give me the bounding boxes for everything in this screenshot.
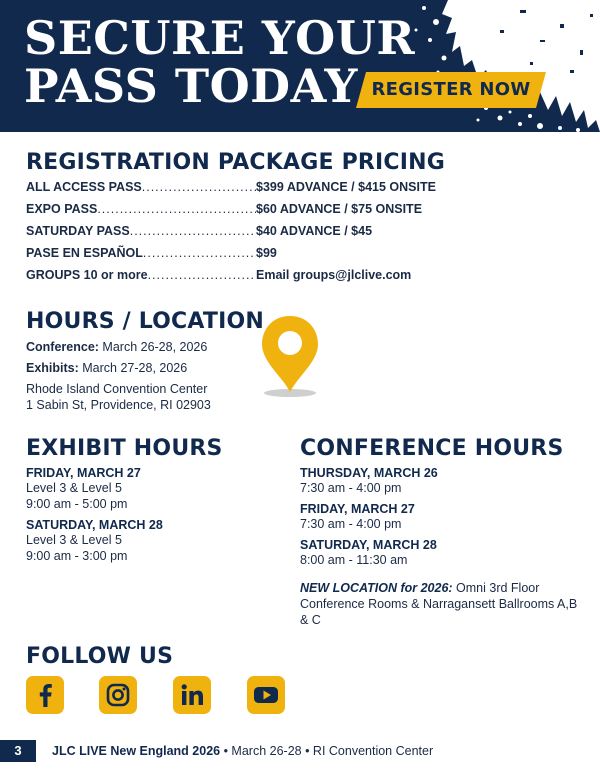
headline-line-1: SECURE YOUR [24,11,416,65]
page-number: 3 [0,740,36,762]
exhibits-dates: March 27-28, 2026 [78,361,188,375]
price-value: $60 ADVANCE / $75 ONSITE [256,202,423,216]
youtube-link[interactable] [247,676,285,714]
dot-leader [148,268,256,282]
venue-address: 1 Sabin St, Providence, RI 02903 [26,398,211,412]
exhibit-day-1-location: Level 3 & Level 5 [26,481,122,495]
facebook-icon [26,676,64,714]
price-row [26,180,436,202]
footer-text [52,740,433,762]
groups-email-link[interactable]: Email groups@jlclive.com [256,268,412,282]
linkedin-icon [173,676,211,714]
exhibits-label: Exhibits: [26,361,79,375]
register-now-label: REGISTER NOW [371,79,531,100]
price-label: SATURDAY PASS [26,224,130,238]
price-label: ALL ACCESS PASS [26,180,142,194]
price-label: PASE EN ESPAÑOL [26,246,143,260]
conference-day-3-time: 8:00 am - 11:30 am [300,553,408,567]
dot-leader [143,246,256,260]
dot-leader [130,224,256,238]
instagram-link[interactable] [99,676,137,714]
exhibit-hours-list [26,466,163,564]
conference-dates-line [26,340,207,354]
footer-event-name: JLC LIVE New England 2026 [52,744,221,758]
follow-us-title: FOLLOW US [26,644,174,669]
linkedin-link[interactable] [173,676,211,714]
conference-hours-list [300,466,438,568]
map-pin-icon [258,314,322,398]
conference-dates: March 26-28, 2026 [98,340,208,354]
youtube-icon [247,676,285,714]
conference-day-2-time: 7:30 am - 4:00 pm [300,517,402,531]
conference-hours-title: CONFERENCE HOURS [300,436,564,461]
hours-location-title: HOURS / LOCATION [26,309,265,334]
conference-day-3: SATURDAY, MARCH 28 [300,538,437,552]
exhibit-day-1-time: 9:00 am - 5:00 pm [26,497,128,511]
pricing-title: REGISTRATION PACKAGE PRICING [26,150,446,175]
page-footer [0,740,600,762]
new-location-note [300,580,580,628]
exhibit-day-1: FRIDAY, MARCH 27 [26,466,141,480]
conference-day-1-time: 7:30 am - 4:00 pm [300,481,402,495]
new-location-label: NEW LOCATION for 2026: [300,581,453,595]
footer-details: • March 26-28 • RI Convention Center [220,744,434,758]
price-value: $99 [256,246,277,260]
exhibit-day-2-location: Level 3 & Level 5 [26,533,122,547]
price-value: $399 ADVANCE / $415 ONSITE [256,180,436,194]
exhibit-hours-title: EXHIBIT HOURS [26,436,223,461]
price-label: EXPO PASS [26,202,98,216]
headline-line-2: PASS TODAY [24,59,358,113]
price-row [26,246,436,268]
new-location-text: Omni 3rd Floor Conference Rooms & Narragansett Ballrooms A,B & C [300,581,578,627]
price-row [26,202,436,224]
price-value: $40 ADVANCE / $45 [256,224,373,238]
price-row [26,224,436,246]
pricing-table [26,180,436,290]
conference-label: Conference: [26,340,99,354]
dot-leader [97,202,256,216]
exhibits-dates-line [26,361,187,375]
facebook-link[interactable] [26,676,64,714]
exhibit-day-2: SATURDAY, MARCH 28 [26,518,163,532]
dot-leader [142,180,256,194]
price-label: GROUPS 10 or more [26,268,148,282]
conference-day-1: THURSDAY, MARCH 26 [300,466,438,480]
price-row [26,268,436,290]
instagram-icon [99,676,137,714]
exhibit-day-2-time: 9:00 am - 3:00 pm [26,549,128,563]
venue-name: Rhode Island Convention Center [26,382,208,396]
header-banner [0,0,600,132]
conference-day-2: FRIDAY, MARCH 27 [300,502,415,516]
register-now-button[interactable] [356,72,546,108]
